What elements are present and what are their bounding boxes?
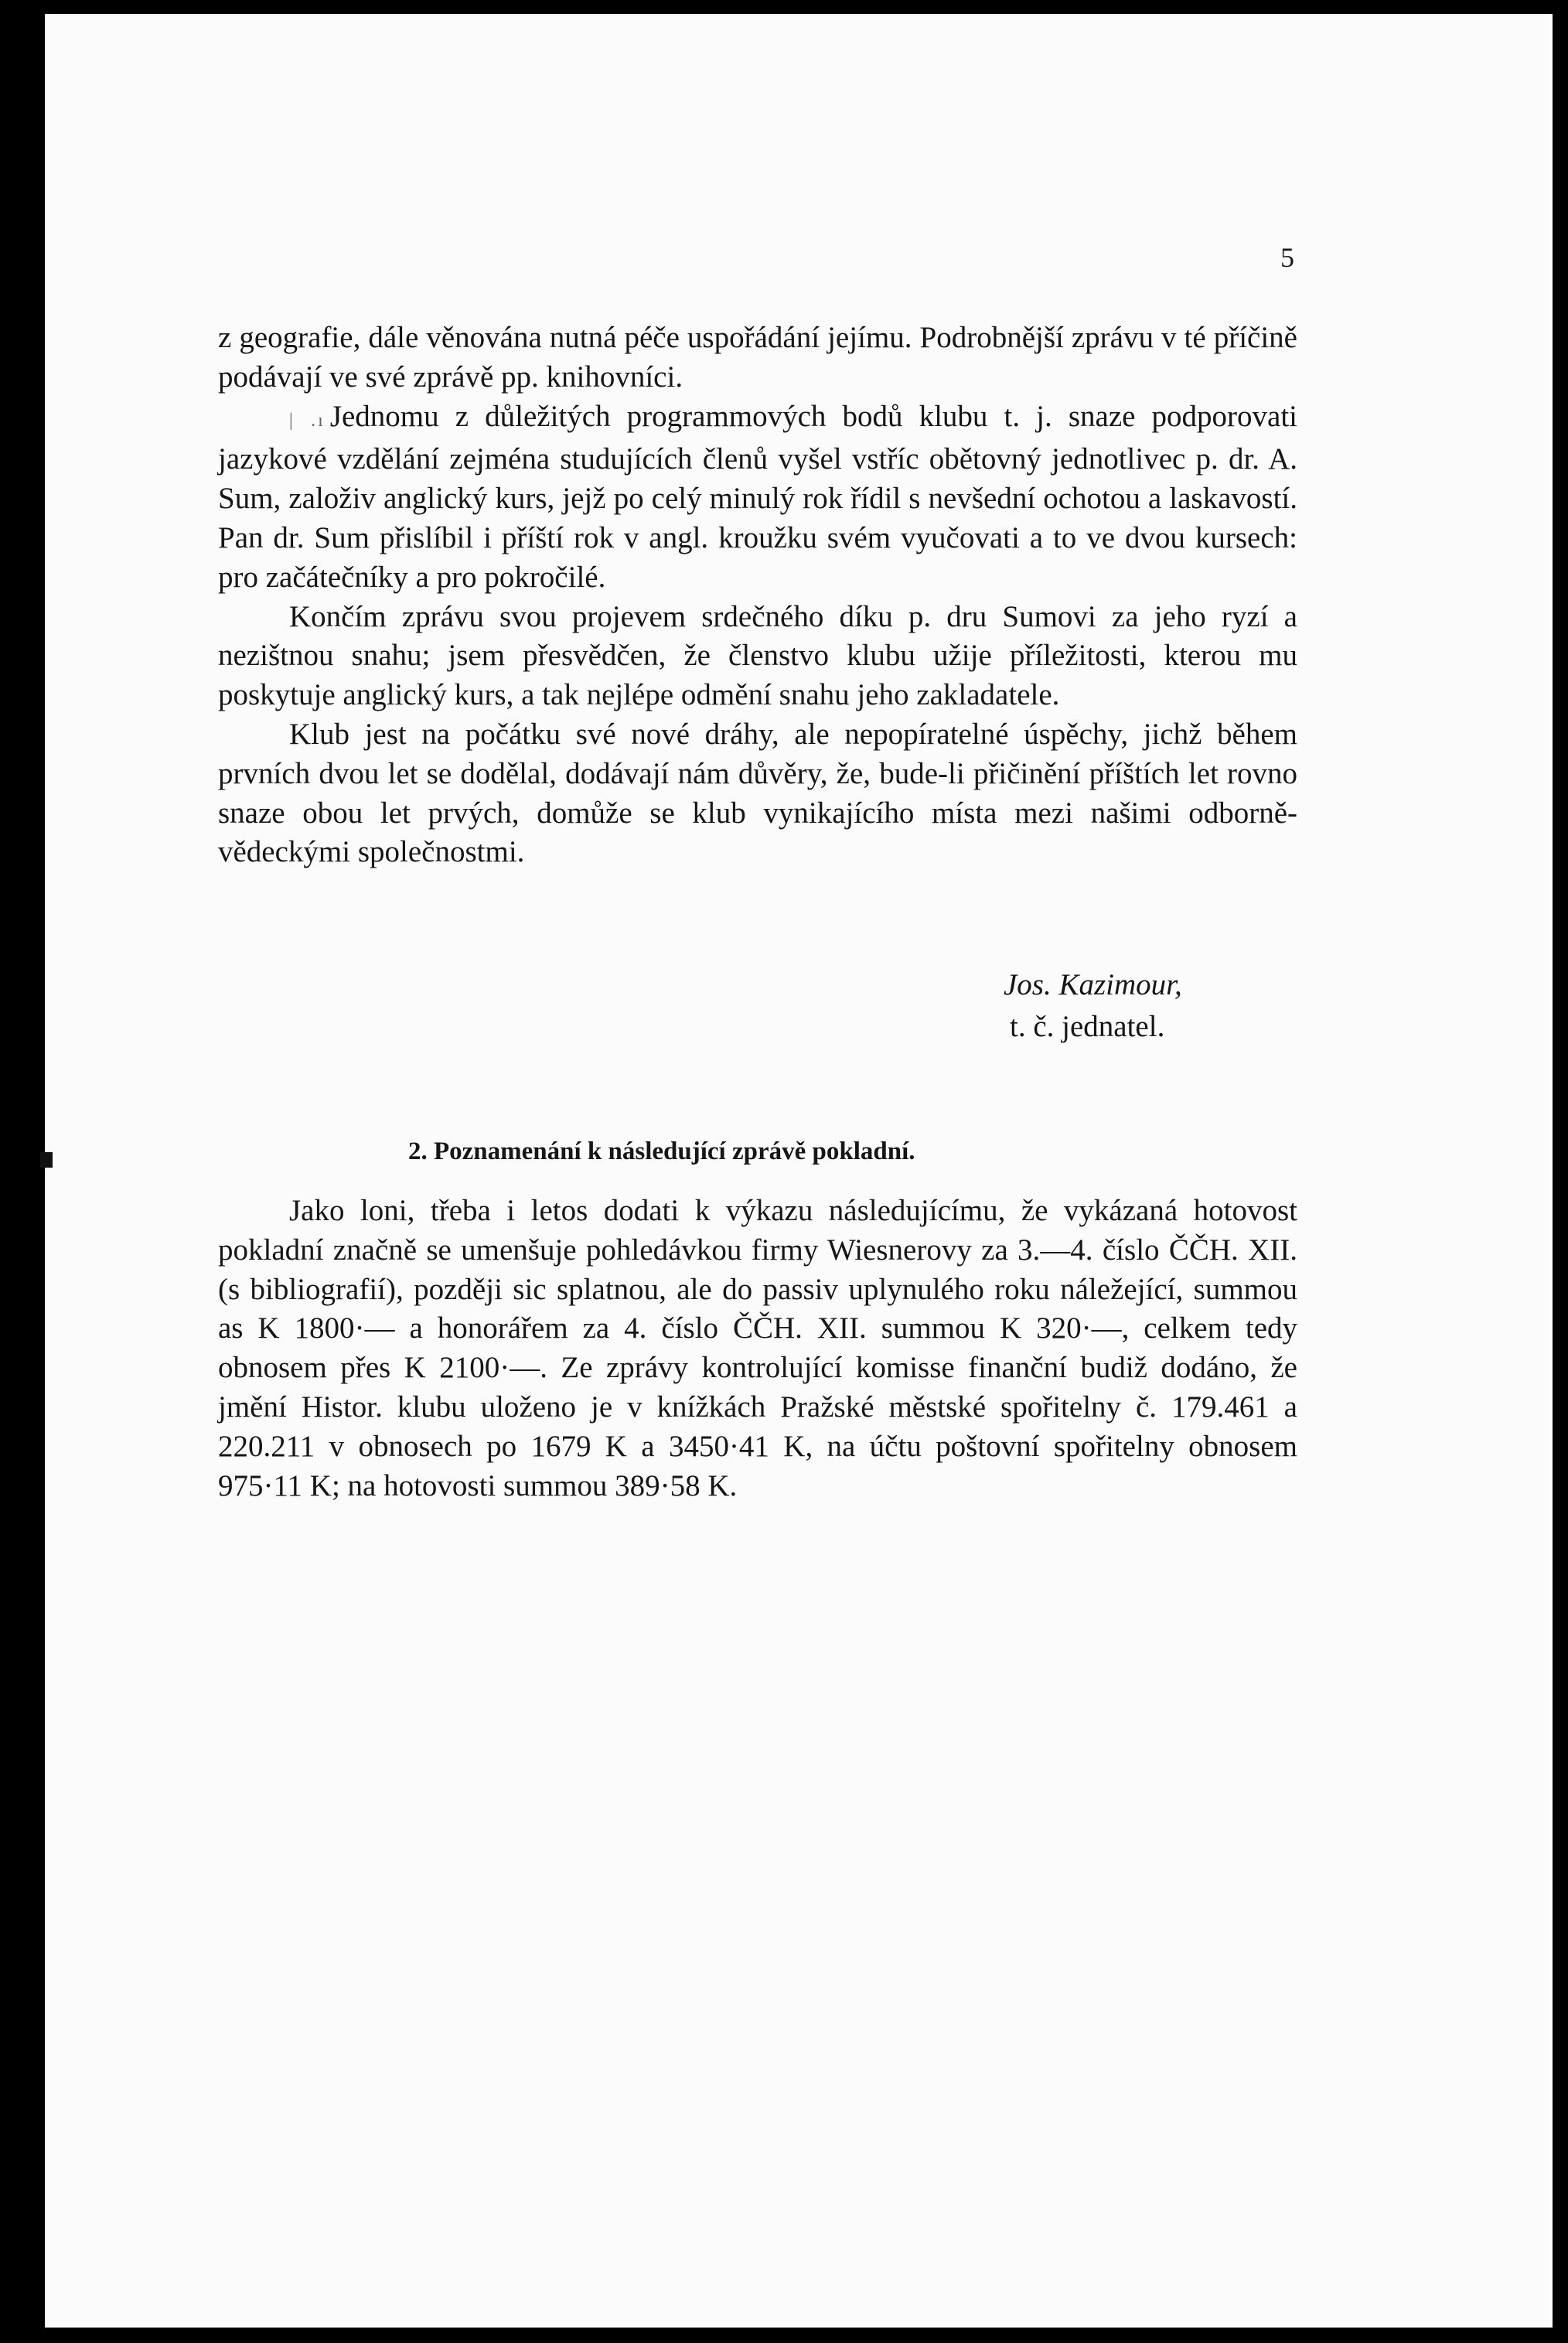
page-number: 5 xyxy=(1280,242,1294,273)
paragraph-club-future: Klub jest na počátku své nové dráhy, ale nepopíratelné úspěchy, jichž během prvních dvou let se dodělal, dodávají nám důvěry, že, bude-li přičinění příštích let rovno snaze obou let prvých, domůže se klub vynikajícího místa mezi našimi odborně-vědeckými společnostmi. xyxy=(218,717,1297,869)
paragraph-english-course-text: Jednomu z důležitých programmových bodů klubu t. j. snaze podporovati jazykové vzdělání zejména studujících členů vyšel vstříc obětovný jednotlivec p. dr. A. Sum, založiv anglický kurs, jejž po celý minulý rok řídil s nevšední ochotou a laskavostí. Pan dr. Sum přislíbil i příští rok v angl. kroužku svém vyučovati a to ve dvou kursech: pro začátečníky a pro pokročilé. xyxy=(218,399,1297,594)
report-text-section xyxy=(218,319,1297,872)
paragraph-english-course xyxy=(218,397,1297,598)
signature-name: Jos. Kazimour, xyxy=(1004,968,1182,1001)
signature-role: t. č. jednatel. xyxy=(1010,1010,1165,1043)
signature-block xyxy=(1004,964,1182,1048)
treasury-note-section xyxy=(218,1192,1297,1506)
paragraph-thanks: Končím zprávu svou projevem srdečného díku p. dru Sumovi za jeho ryzí a nezištnou snahu; jsem přesvědčen, že členstvo klubu užije příležitosti, kterou mu poskytuje anglický kurs, a tak nejlépe odmění snahu jeho zakladatele. xyxy=(218,599,1297,712)
section-heading: 2. Poznamenání k následující zprávě pokladní. xyxy=(408,1137,915,1165)
margin-note: | .ı xyxy=(289,410,326,431)
paragraph-treasury: Jako loni, třeba i letos dodati k výkazu následujícímu, že vykázaná hotovost pokladní značně se umenšuje pohledávkou firmy Wiesnerovy za 3.—4. číslo ČČH. XII. (s bibliografií), později sic splatnou, ale do passiv uplynulého roku náležející, summou as K 1800·— a honorářem za 4. číslo ČČH. XII. summou K 320·—, celkem tedy obnosem přes K 2100·—. Ze zprávy kontrolující komisse finanční budiž dodáno, že jmění Histor. klubu uloženo je v knížkách Pražské městské spořitelny č. 179.461 a 220.211 v obnosech po 1679 K a 3450·41 K, na účtu poštovní spořitelny obnosem 975·11 K; na hotovosti summou 389·58 K. xyxy=(218,1194,1297,1502)
scan-edge-mark xyxy=(40,1152,53,1168)
paragraph-geografie: z geografie, dále věnována nutná péče uspořádání jejímu. Podrobnější zprávu v té příčině podávají ve své zprávě pp. knihovníci. xyxy=(218,321,1297,394)
